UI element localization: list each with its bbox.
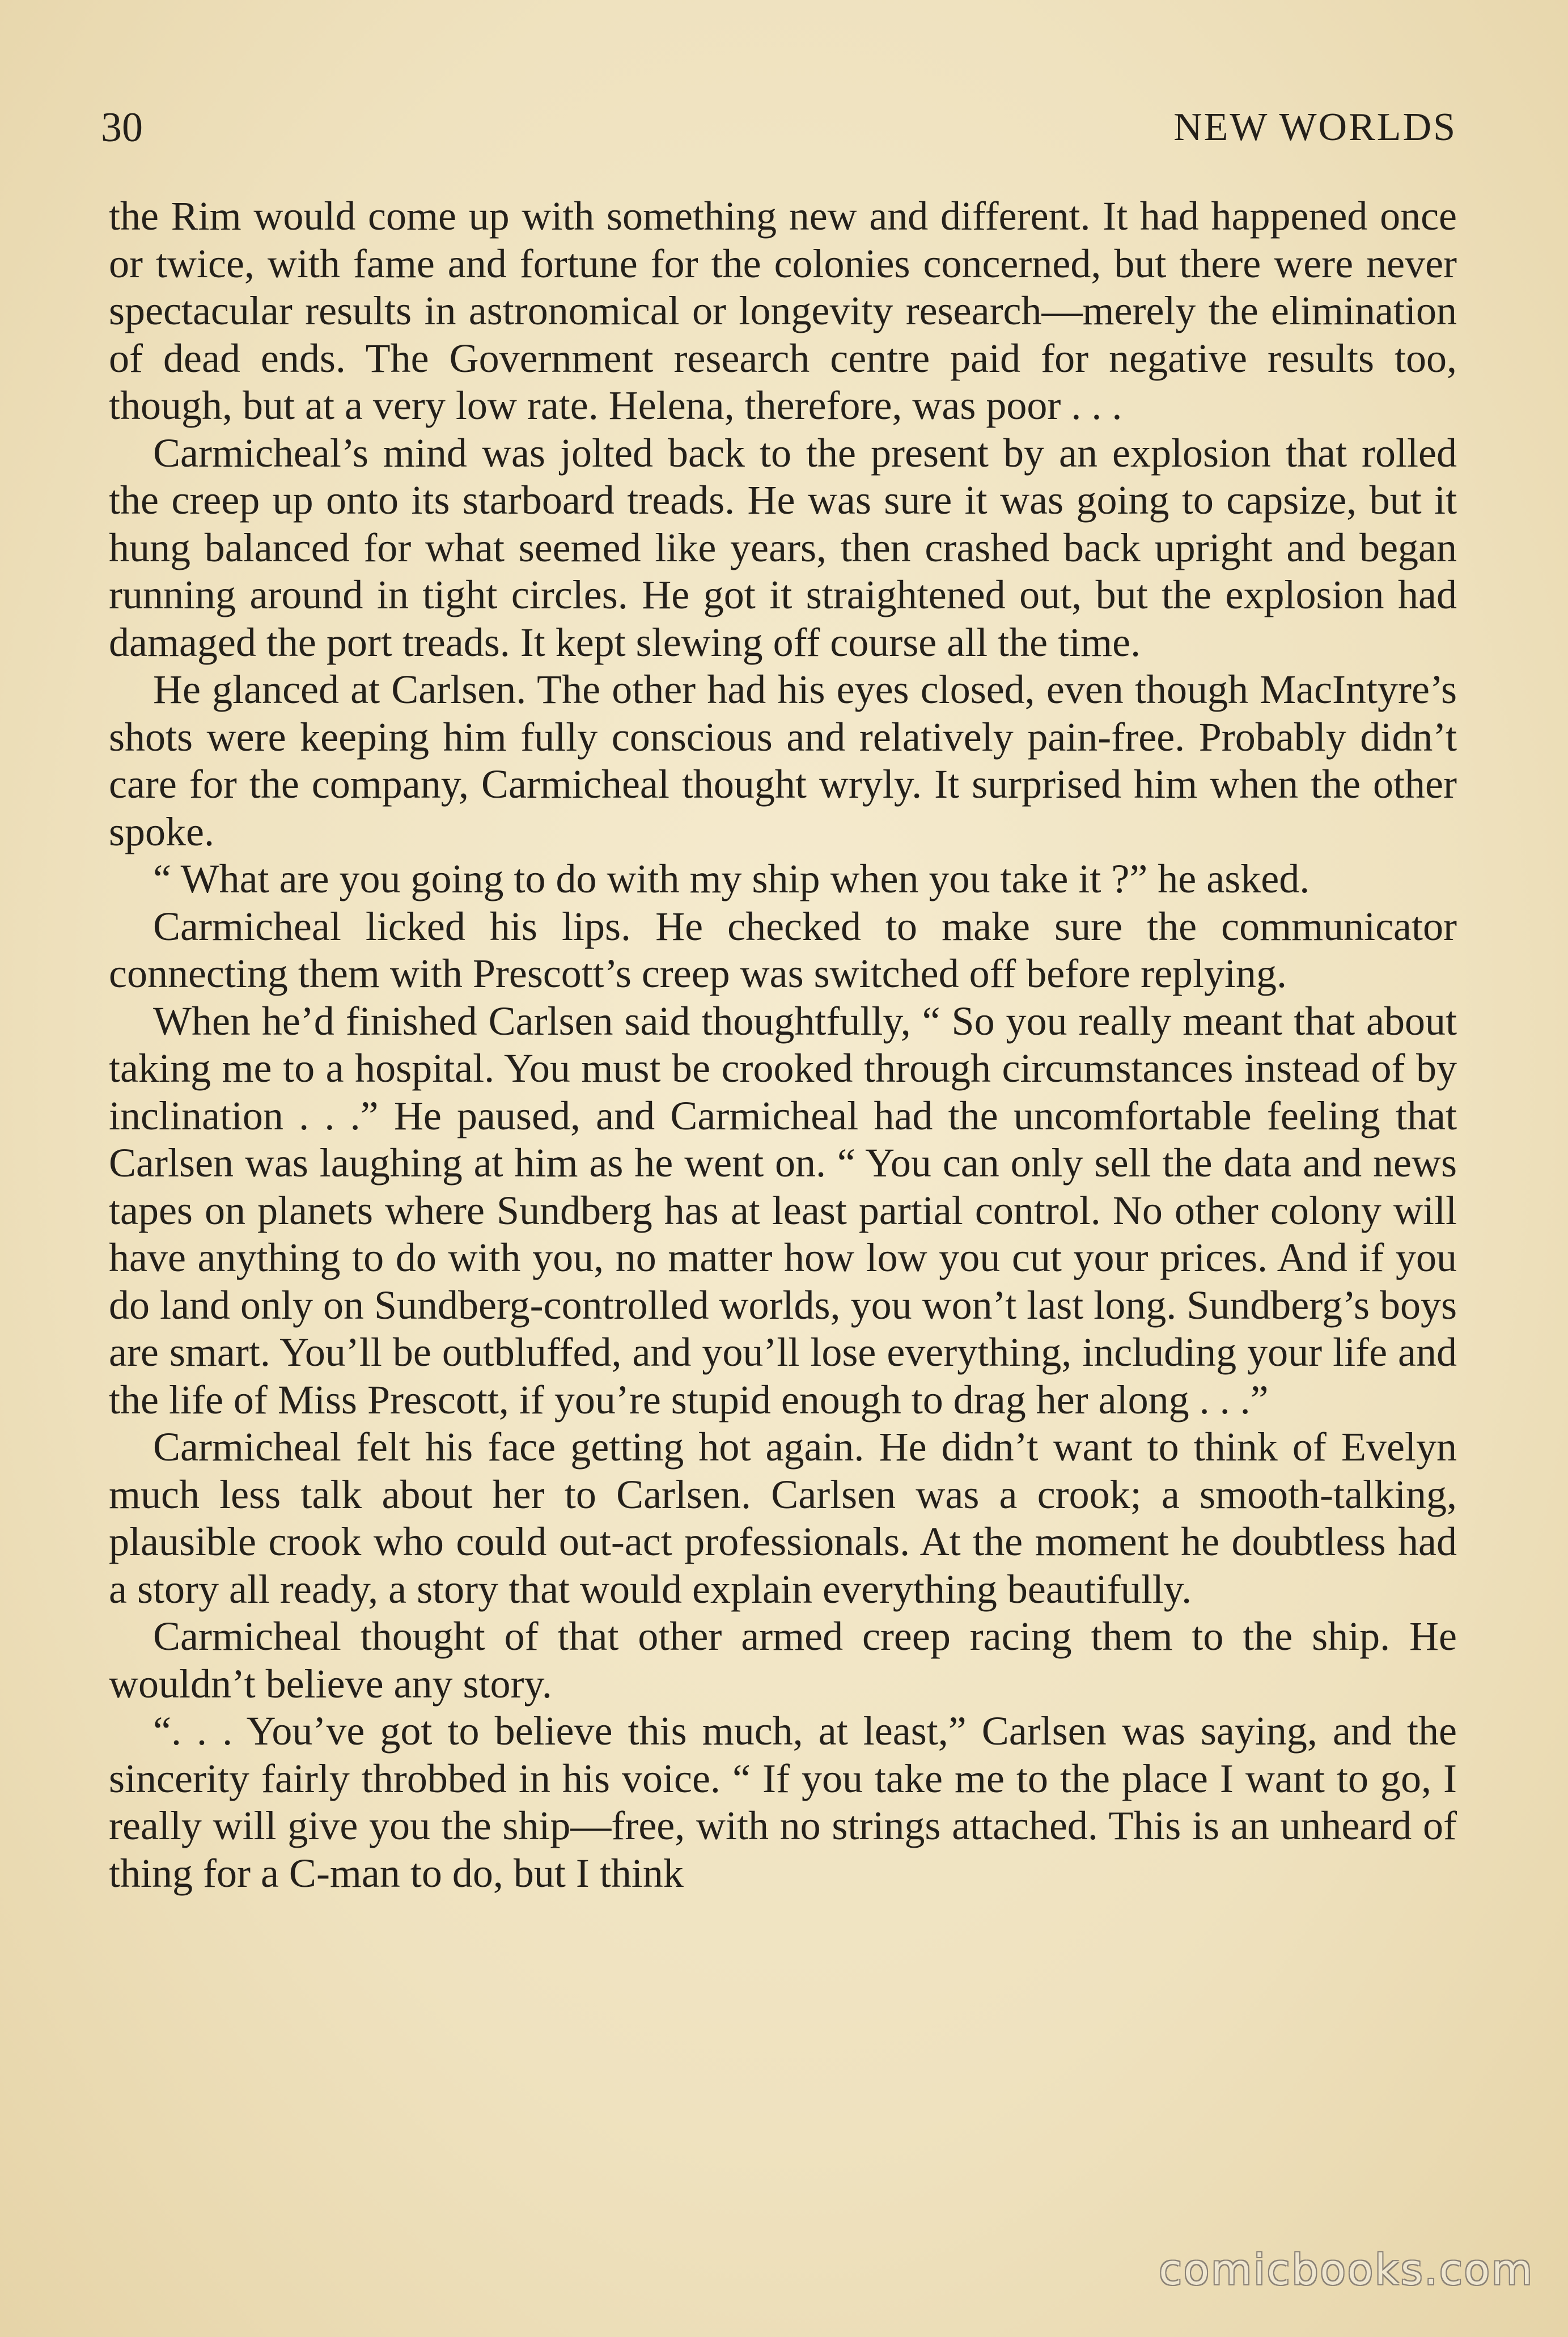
paragraph: He glanced at Carlsen. The other had his eyes closed, even though MacIntyre’s shots were keeping him fully conscious and relatively pain-free. Probably didn’t care for the company, Carmicheal thought wryly. It surprised him when the other spoke. bbox=[109, 667, 1457, 854]
paragraph: “ What are you going to do with my ship when you take it ?” he asked. bbox=[153, 856, 1310, 901]
paragraph: Carmicheal licked his lips. He checked to make sure the communicator connecting them with Prescott’s creep was switched off before replying. bbox=[109, 903, 1457, 996]
paragraph: Carmicheal felt his face getting hot again. He didn’t want to think of Evelyn much less talk about her to Carlsen. Carlsen was a crook; a smooth-talking, plausible crook who could out-act professionals. At the moment he doubtless had a story all ready, a story that would explain everything beautifully. bbox=[109, 1424, 1457, 1612]
page-number: 30 bbox=[101, 104, 143, 151]
paragraph: Carmicheal thought of that other armed creep racing them to the ship. He wouldn’t believe any story. bbox=[109, 1614, 1457, 1707]
paragraph: Carmicheal’s mind was jolted back to the present by an explosion that rolled the creep up onto its starboard treads. He was sure it was going to capsize, but it hung balanced for what seemed like years, then crashed back upright and began running around in tight circles. He got it straightened out, but the explosion had damaged the port treads. It kept slewing off course all the time. bbox=[109, 430, 1457, 665]
page-header bbox=[101, 96, 1457, 159]
paragraph: the Rim would come up with something new and different. It had happened once or twice, with fame and fortune for the colonies concerned, but there were never spectacular results in astronomical or longevity research—merely the elimination of dead ends. The Government research centre paid for negative results too, though, but at a very low rate. Helena, therefore, was poor . . . bbox=[109, 193, 1457, 428]
paragraph: “. . . You’ve got to believe this much, at least,” Carlsen was saying, and the sincerity fairly throbbed in his voice. “ If you take me to the place I want to go, I really will give you the ship—free, with no strings attached. This is an unheard of thing for a C-man to do, but I think bbox=[109, 1708, 1457, 1896]
watermark: comicbooks.com bbox=[1159, 2246, 1534, 2294]
running-head: NEW WORLDS bbox=[1173, 105, 1457, 149]
paragraph: When he’d finished Carlsen said thoughtfully, “ So you really meant that about taking me to a hospital. You must be crooked through circumstances instead of by inclination . . .” He paused, and Carmicheal had the uncomfortable feeling that Carlsen was laughing at him as he went on. “ You can only sell the data and news tapes on planets where Sundberg has at least partial control. No other colony will have anything to do with you, no matter how low you cut your prices. And if you do land only on Sundberg-controlled worlds, you won’t last long. Sundberg’s boys are smart. You’ll be outbluffed, and you’ll lose everything, including your life and the life of Miss Prescott, if you’re stupid enough to drag her along . . .” bbox=[109, 998, 1457, 1422]
body-text bbox=[109, 193, 1457, 1897]
